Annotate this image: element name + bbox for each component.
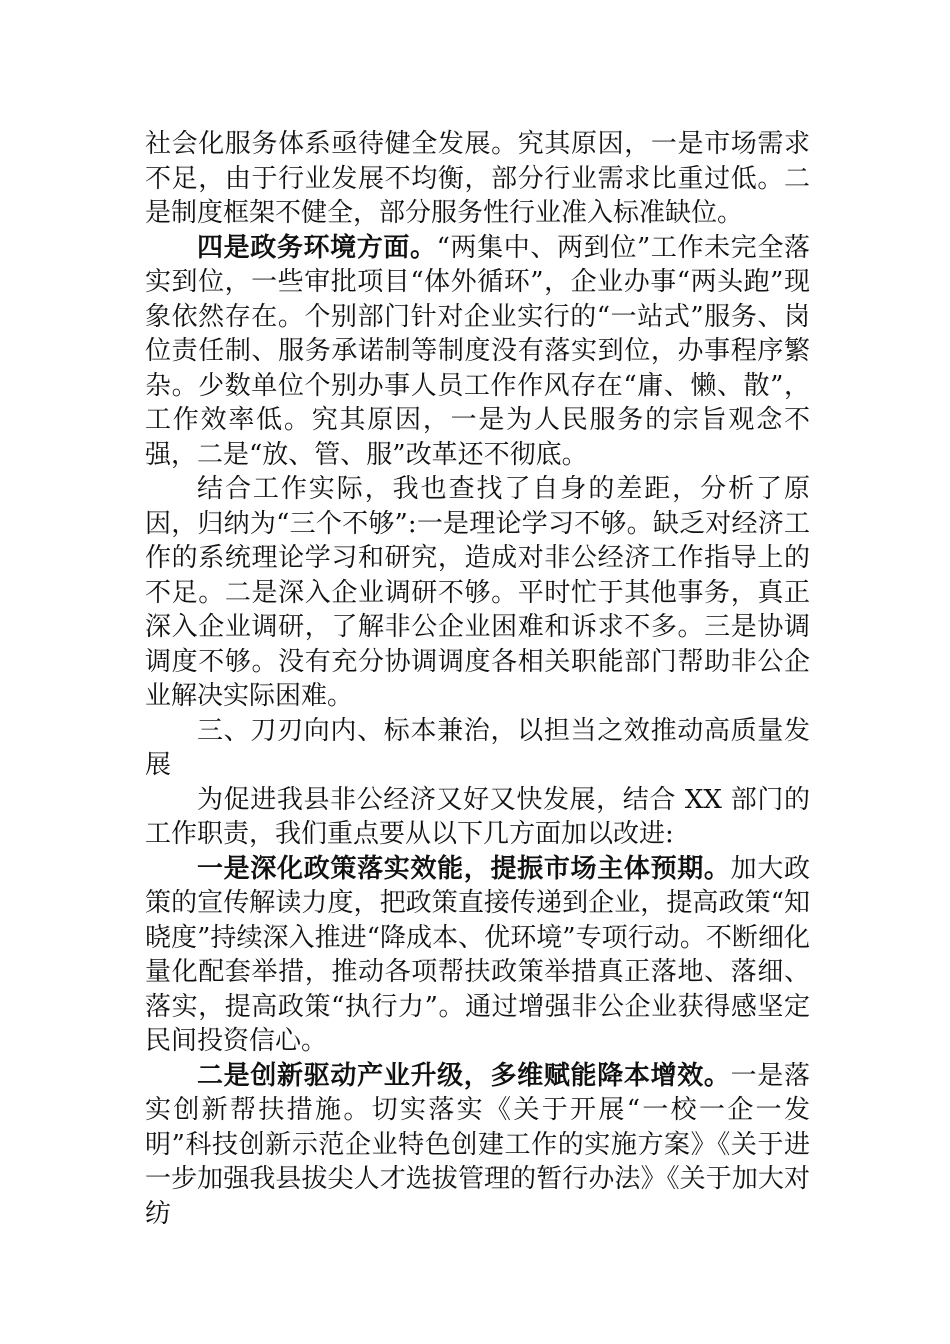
paragraph-heading: 一是深化政策落实效能，提振市场主体预期。 bbox=[197, 853, 731, 884]
paragraph-text: 为促进我县非公经济又好又快发展，结合 XX 部门的工作职责，我们重点要从以下几方面加以改进: bbox=[145, 784, 810, 849]
paragraph-intro-improvements bbox=[145, 783, 810, 852]
paragraph-heading: 二是创新驱动产业升级，多维赋能降本增效。 bbox=[197, 1060, 731, 1091]
paragraph-text: 三、刀刃向内、标本兼治，以担当之效推动高质量发展 bbox=[145, 715, 810, 780]
paragraph-self-reflection bbox=[145, 472, 810, 714]
paragraph-text: 结合工作实际，我也查找了自身的差距，分析了原因，归纳为“三个不够”:一是理论学习不够。缺乏对经济工作的系统理论学习和研究，造成对非公经济工作指导上的不足。二是深入企业调研不够。平时忙于其他事务，真正深入企业调研，了解非公企业困难和诉求不多。三是协调调度不够。没有充分协调调度各相关职能部门帮助非公企业解决实际困难。 bbox=[145, 474, 810, 711]
paragraph-text: 一是落实创新帮扶措施。切实落实《关于开展“一校一企一发明”科技创新示范企业特色创建工作的实施方案》《关于进一步加强我县拔尖人才选拔管理的暂行办法》《关于加大对纺 bbox=[145, 1060, 810, 1229]
section-heading-three bbox=[145, 714, 810, 783]
paragraph-social-services bbox=[145, 127, 810, 231]
paragraph-heading: 四是政务环境方面。 bbox=[197, 232, 437, 263]
paragraph-text: “两集中、两到位”工作未完全落实到位，一些审批项目“体外循环”，企业办事“两头跑”现象依然存在。个别部门针对企业实行的“一站式”服务、岗位责任制、服务承诺制等制度没有落实到位，办事程序繁杂。少数单位个别办事人员工作作风存在“庸、懒、散”，工作效率低。究其原因，一是为人民服务的宗旨观念不强，二是“放、管、服”改革还不彻底。 bbox=[145, 232, 810, 470]
document-body bbox=[145, 127, 810, 1231]
paragraph-policy-effectiveness bbox=[145, 852, 810, 1059]
paragraph-text: 加大政策的宣传解读力度，把政策直接传递到企业，提高政策“知晓度”持续深入推进“降成本、优环境”专项行动。不断细化量化配套举措，推动各项帮扶政策举措真正落地、落细、落实，提高政策“执行力”。通过增强非公企业获得感坚定民间投资信心。 bbox=[145, 853, 810, 1056]
paragraph-innovation-driven bbox=[145, 1059, 810, 1232]
paragraph-text: 社会化服务体系亟待健全发展。究其原因，一是市场需求不足，由于行业发展不均衡，部分行业需求比重过低。二是制度框架不健全，部分服务性行业准入标准缺位。 bbox=[145, 129, 810, 228]
paragraph-government-environment bbox=[145, 231, 810, 473]
